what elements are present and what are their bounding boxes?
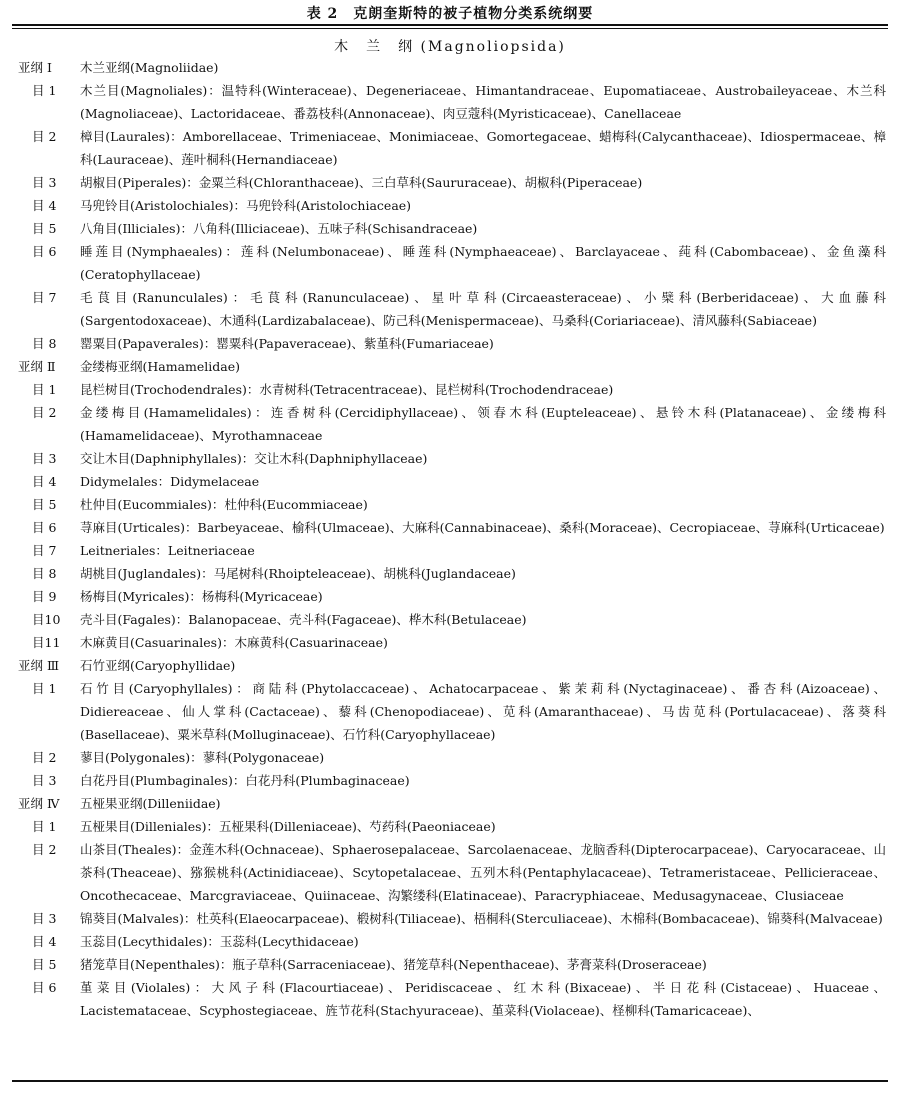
order-label: 目 4 [32, 198, 57, 213]
order-label: 目 5 [32, 957, 57, 972]
order-families: 白花丹目(Plumbaginales)：白花丹科(Plumbaginaceae) [80, 773, 410, 788]
subclass-row [18, 654, 886, 677]
order-label: 目 4 [32, 474, 57, 489]
order-label: 目 1 [32, 83, 57, 98]
order-families: 山茶目(Theales)：金莲木科(Ochnaceae)、Sphaerosepalaceae、Sarcolaenaceae、龙脑香科(Dipterocarpaceae)、Caryocaraceae、山茶科(Theaceae)、猕猴桃科(Actinidiaceae)、Scytopetalaceae、五列木科(Pentaphylacaceae)、Tetrameristaceae、Pellicieraceae、Oncothecaceae、Marcgraviaceae、Quiinaceae、沟繁缕科(Elatinaceae)、Paracryphiaceae、Medusagynaceae、Clusiaceae [80, 842, 886, 903]
order-families: 五桠果目(Dilleniales)：五桠果科(Dilleniaceae)、芍药科(Paeoniaceae) [80, 819, 496, 834]
subclass-row [18, 792, 886, 815]
order-row [18, 769, 886, 792]
class-title: 木 兰 纲 (Magnoliopsida) [334, 39, 566, 55]
order-families: 木兰目(Magnoliales)：温特科(Winteraceae)、Degeneriaceae、Himantandraceae、Eupomatiaceae、Austrobaileyaceae、木兰科(Magnoliaceae)、Lactoridaceae、番荔枝科(Annonaceae)、肉豆蔻科(Myristicaceae)、Canellaceae [80, 83, 886, 121]
order-label: 目 8 [32, 566, 57, 581]
order-families: 毛茛目(Ranunculales)：毛茛科(Ranunculaceae)、星叶草科(Circaeasteraceae)、小檗科(Berberidaceae)、大血藤科(Sargentodoxaceae)、木通科(Lardizabalaceae)、防己科(Menispermaceae)、马桑科(Coriariaceae)、清风藤科(Sabiaceae) [80, 290, 886, 328]
order-row [18, 539, 886, 562]
order-label: 目 3 [32, 451, 57, 466]
order-label: 目 6 [32, 244, 57, 259]
order-families: 木麻黄目(Casuarinales)：木麻黄科(Casuarinaceae) [80, 635, 388, 650]
order-row [18, 930, 886, 953]
order-row [18, 976, 886, 1022]
subclass-name: 石竹亚纲(Caryophyllidae) [80, 658, 236, 673]
top-rule-thin [12, 28, 888, 29]
subclass-label: 亚纲 Ⅰ [18, 60, 52, 75]
order-families: 杜仲目(Eucommiales)：杜仲科(Eucommiaceae) [80, 497, 368, 512]
subclass-row [18, 355, 886, 378]
table-title: 表 2 克朗奎斯特的被子植物分类系统纲要 [306, 6, 594, 22]
order-families: 交让木目(Daphniphyllales)：交让木科(Daphniphyllaceae) [80, 451, 428, 466]
subclass-row [18, 56, 886, 79]
order-label: 目 2 [32, 129, 57, 144]
subclass-name: 木兰亚纲(Magnoliidae) [80, 60, 219, 75]
order-row [18, 470, 886, 493]
order-row [18, 815, 886, 838]
order-families: 胡桃目(Juglandales)：马尾树科(Rhoipteleaceae)、胡桃科(Juglandaceae) [80, 566, 516, 581]
order-row [18, 332, 886, 355]
order-families: 猪笼草目(Nepenthales)：瓶子草科(Sarraceniaceae)、猪笼草科(Nepenthaceae)、茅膏菜科(Droseraceae) [80, 957, 707, 972]
order-row [18, 493, 886, 516]
order-row [18, 562, 886, 585]
order-label: 目 4 [32, 934, 57, 949]
order-row [18, 608, 886, 631]
order-families: Didymelales：Didymelaceae [80, 474, 260, 489]
order-row [18, 631, 886, 654]
subclass-label: 亚纲 Ⅳ [18, 796, 60, 811]
order-label: 目 3 [32, 175, 57, 190]
order-families: 锦葵目(Malvales)：杜英科(Elaeocarpaceae)、椴树科(Tiliaceae)、梧桐科(Sterculiaceae)、木棉科(Bombacaceae)、锦葵科(Malvaceae) [80, 911, 883, 926]
order-row [18, 240, 886, 286]
order-row [18, 447, 886, 470]
order-label: 目 3 [32, 911, 57, 926]
order-label: 目 1 [32, 819, 57, 834]
order-label: 目10 [32, 612, 61, 627]
order-row [18, 585, 886, 608]
order-families: 壳斗目(Fagales)：Balanopaceae、壳斗科(Fagaceae)、桦木科(Betulaceae) [80, 612, 527, 627]
order-label: 目 2 [32, 842, 57, 857]
order-row [18, 746, 886, 769]
order-row [18, 907, 886, 930]
order-label: 目 6 [32, 980, 57, 995]
order-row [18, 838, 886, 907]
order-label: 目 1 [32, 382, 57, 397]
subclass-name: 金缕梅亚纲(Hamamelidae) [80, 359, 241, 374]
top-rule [12, 24, 888, 26]
order-families: 金缕梅目(Hamamelidales)：连香树科(Cercidiphyllaceae)、领春木科(Eupteleaceae)、悬铃木科(Platanaceae)、金缕梅科(Hamamelidaceae)、Myrothamnaceae [80, 405, 886, 443]
order-row [18, 378, 886, 401]
order-families: 胡椒目(Piperales)：金粟兰科(Chloranthaceae)、三白草科(Saururaceae)、胡椒科(Piperaceae) [80, 175, 643, 190]
order-families: 蓼目(Polygonales)：蓼科(Polygonaceae) [80, 750, 325, 765]
order-families: 荨麻目(Urticales)：Barbeyaceae、榆科(Ulmaceae)、大麻科(Cannabinaceae)、桑科(Moraceae)、Cecropiaceae、荨麻科(Urticaceae) [80, 520, 885, 535]
order-families: 石竹目(Caryophyllales)：商陆科(Phytolaccaceae)、Achatocarpaceae、紫茉莉科(Nyctaginaceae)、番杏科(Aizoaceae)、Didiereaceae、仙人掌科(Cactaceae)、藜科(Chenopodiaceae)、苋科(Amaranthaceae)、马齿苋科(Portulacaceae)、落葵科(Basellaceae)、粟米草科(Molluginaceae)、石竹科(Caryophyllaceae) [80, 681, 886, 742]
order-families: 睡莲目(Nymphaeales)：莲科(Nelumbonaceae)、睡莲科(Nymphaeaceae)、Barclayaceae、莼科(Cabombaceae)、金鱼藻科(Ceratophyllaceae) [80, 244, 886, 282]
order-families: 樟目(Laurales)：Amborellaceae、Trimeniaceae、Monimiaceae、Gomortegaceae、蜡梅科(Calycanthaceae)、Idiospermaceae、樟科(Lauraceae)、莲叶桐科(Hernandiaceae) [80, 129, 886, 167]
order-row [18, 125, 886, 171]
order-label: 目 2 [32, 750, 57, 765]
order-label: 目 6 [32, 520, 57, 535]
order-families: 堇菜目(Violales)：大风子科(Flacourtiaceae)、Peridiscaceae、红木科(Bixaceae)、半日花科(Cistaceae)、Huaceae、Lacistemataceae、Scyphostegiaceae、旌节花科(Stachyuraceae)、堇菜科(Violaceae)、柽柳科(Tamaricaceae)、 [80, 980, 886, 1018]
order-label: 目 7 [32, 290, 57, 305]
order-row [18, 953, 886, 976]
order-label: 目 3 [32, 773, 57, 788]
order-row [18, 516, 886, 539]
order-label: 目 7 [32, 543, 57, 558]
subclass-label: 亚纲 Ⅲ [18, 658, 60, 673]
order-families: 马兜铃目(Aristolochiales)：马兜铃科(Aristolochiaceae) [80, 198, 412, 213]
order-row [18, 286, 886, 332]
order-row [18, 171, 886, 194]
order-label: 目 8 [32, 336, 57, 351]
order-label: 目11 [32, 635, 61, 650]
classification-list [18, 56, 886, 1022]
order-families: Leitneriales：Leitneriaceae [80, 543, 255, 558]
subclass-name: 五桠果亚纲(Dilleniidae) [80, 796, 221, 811]
order-families: 杨梅目(Myricales)：杨梅科(Myricaceae) [80, 589, 323, 604]
order-families: 昆栏树目(Trochodendrales)：水青树科(Tetracentraceae)、昆栏树科(Trochodendraceae) [80, 382, 614, 397]
order-families: 八角目(Illiciales)：八角科(Illiciaceae)、五味子科(Schisandraceae) [80, 221, 478, 236]
order-label: 目 1 [32, 681, 57, 696]
order-families: 玉蕊目(Lecythidales)：玉蕊科(Lecythidaceae) [80, 934, 359, 949]
order-row [18, 217, 886, 240]
order-label: 目 2 [32, 405, 57, 420]
order-row [18, 79, 886, 125]
bottom-rule [12, 1080, 888, 1082]
subclass-label: 亚纲 Ⅱ [18, 359, 56, 374]
order-row [18, 194, 886, 217]
order-label: 目 5 [32, 221, 57, 236]
order-label: 目 5 [32, 497, 57, 512]
order-families: 罂粟目(Papaverales)：罂粟科(Papaveraceae)、紫堇科(Fumariaceae) [80, 336, 494, 351]
order-label: 目 9 [32, 589, 57, 604]
order-row [18, 401, 886, 447]
order-row [18, 677, 886, 746]
